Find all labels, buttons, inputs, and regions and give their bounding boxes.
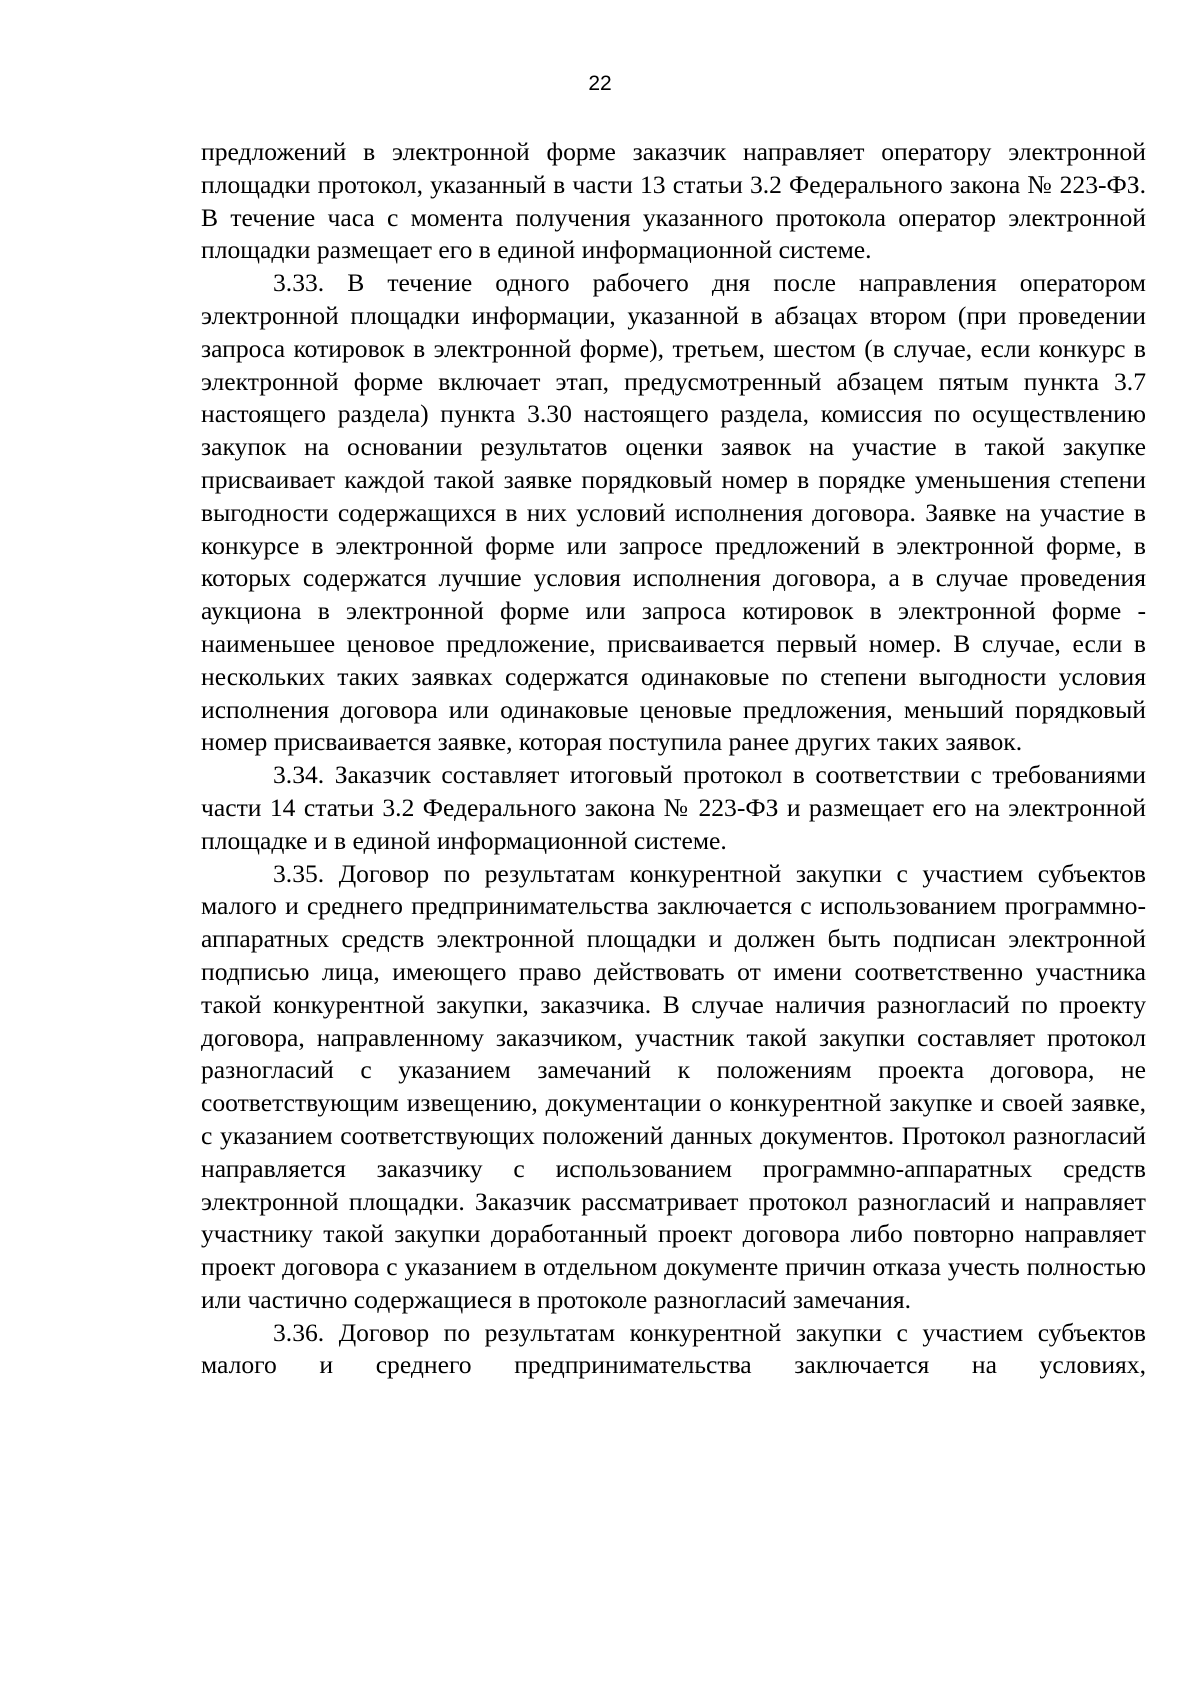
document-body bbox=[201, 136, 1146, 1382]
paragraph-3-35: 3.35. Договор по результатам конкурентной закупки с участием субъектов малого и среднего предпринимательства заключается с использованием программно-аппаратных средств электронной площадки и должен быть подписан электронной подписью лица, имеющего право действовать от имени соответственно участника такой конкурентной закупки, заказчика. В случае наличия разногласий по проекту договора, направленному заказчиком, участник такой закупки составляет протокол разногласий с указанием замечаний к положениям проекта договора, не соответствующим извещению, документации о конкурентной закупке и своей заявке, с указанием соответствующих положений данных документов. Протокол разногласий направляется заказчику с использованием программно-аппаратных средств электронной площадки. Заказчик рассматривает протокол разногласий и направляет участнику такой закупки доработанный проект договора либо повторно направляет проект договора с указанием в отдельном документе причин отказа учесть полностью или частично содержащиеся в протоколе разногласий замечания. bbox=[201, 858, 1146, 1314]
paragraph-3-33: 3.33. В течение одного рабочего дня после направления оператором электронной площадки информации, указанной в абзацах втором (при проведении запроса котировок в электронной форме), третьем, шестом (в случае, если конкурс в электронной форме включает этап, предусмотренный абзацем пятым пункта 3.7 настоящего раздела) пункта 3.30 настоящего раздела, комиссия по осуществлению закупок на основании результатов оценки заявок на участие в такой закупке присваивает каждой такой заявке порядковый номер в порядке уменьшения степени выгодности содержащихся в них условий исполнения договора. Заявке на участие в конкурсе в электронной форме или запросе предложений в электронной форме, в которых содержатся лучшие условия исполнения договора, а в случае проведения аукциона в электронной форме или запроса котировок в электронной форме - наименьшее ценовое предложение, присваивается первый номер. В случае, если в нескольких таких заявках содержатся одинаковые по степени выгодности условия исполнения договора или одинаковые ценовые предложения, меньший порядковый номер присваивается заявке, которая поступила ранее других таких заявок. bbox=[201, 268, 1146, 757]
page-number: 22 bbox=[588, 72, 612, 95]
paragraph-continuation: предложений в электронной форме заказчик направляет оператору электронной площадки протокол, указанный в части 13 статьи 3.2 Федерального закона № 223-ФЗ. В течение часа с момента получения указанного протокола оператор электронной площадки размещает его в единой информационной системе. bbox=[201, 137, 1146, 265]
paragraph-3-36: 3.36. Договор по результатам конкурентной закупки с участием субъектов малого и среднего предпринимательства заключается на условиях, bbox=[201, 1317, 1146, 1380]
paragraph-3-34: 3.34. Заказчик составляет итоговый протокол в соответствии с требованиями части 14 статьи 3.2 Федерального закона № 223-ФЗ и размещает его на электронной площадке и в единой информационной системе. bbox=[201, 760, 1146, 855]
